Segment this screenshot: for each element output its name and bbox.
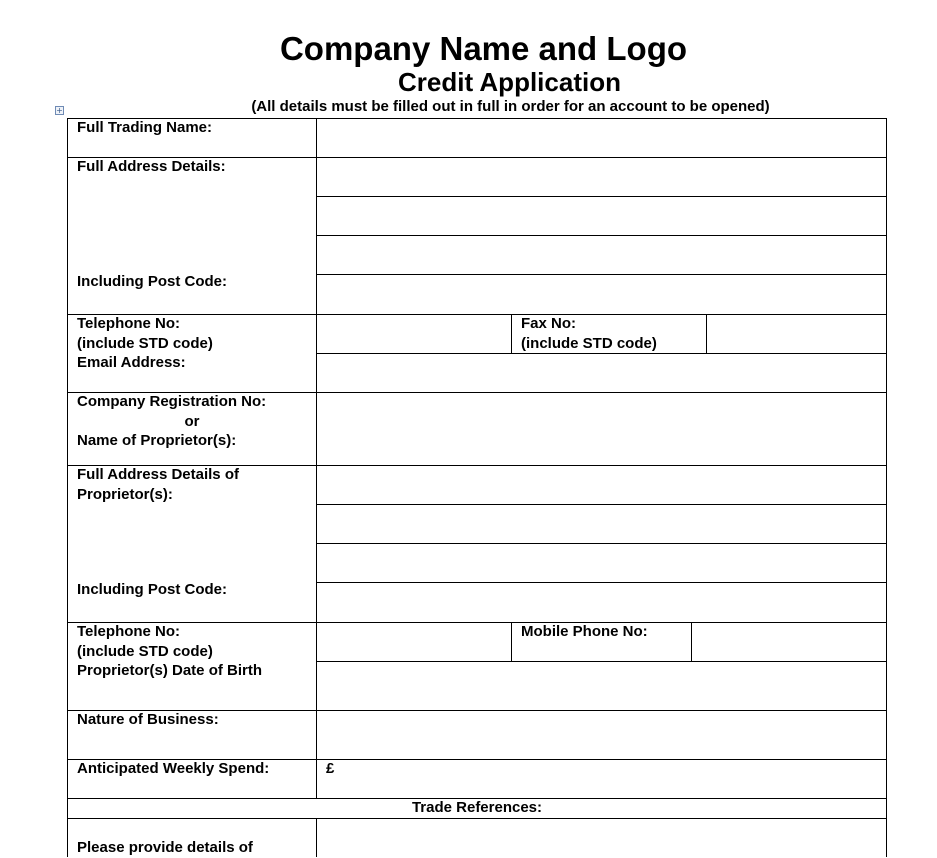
- label-column-divider: [316, 118, 317, 799]
- row-divider: [316, 196, 887, 197]
- table-move-handle-icon[interactable]: +: [56, 106, 63, 115]
- row-divider: [67, 314, 887, 315]
- registration-number-label: Company Registration No:: [77, 393, 267, 410]
- mobile-phone-label: Mobile Phone No:: [521, 623, 648, 640]
- row-divider: [316, 661, 887, 662]
- row-divider: [316, 274, 887, 275]
- trade-references-heading: Trade References:: [411, 799, 543, 816]
- fax-column-divider: [706, 314, 707, 353]
- mobile-column-divider: [691, 622, 692, 661]
- proprietor-post-code-label: Including Post Code:: [77, 581, 227, 598]
- row-divider: [316, 582, 887, 583]
- weekly-spend-label: Anticipated Weekly Spend:: [77, 760, 270, 777]
- trading-name-label: Full Trading Name:: [77, 119, 213, 136]
- credit-application-title: Credit Application: [398, 67, 621, 97]
- date-of-birth-label: Proprietor(s) Date of Birth: [77, 662, 263, 679]
- row-divider: [316, 543, 887, 544]
- table-border-left: [67, 118, 68, 857]
- company-name-heading: Company Name and Logo: [279, 30, 688, 67]
- fax-label: Fax No:: [521, 315, 577, 332]
- fax-std-label: (include STD code): [521, 335, 657, 352]
- email-label: Email Address:: [77, 354, 186, 371]
- currency-symbol: £: [326, 760, 335, 777]
- instructions-note: (All details must be filled out in full in order for an account to be opened): [251, 98, 770, 115]
- address-label: Full Address Details:: [77, 158, 226, 175]
- row-divider: [67, 818, 887, 819]
- or-label: or: [184, 413, 200, 430]
- post-code-label: Including Post Code:: [77, 273, 227, 290]
- table-border-right: [886, 118, 887, 857]
- proprietor-address-label: Full Address Details of: [77, 466, 239, 483]
- provide-details-label: Please provide details of: [77, 839, 253, 856]
- telephone-label: Telephone No:: [77, 315, 181, 332]
- proprietor-telephone-label: Telephone No:: [77, 623, 181, 640]
- proprietor-address-label-cont: Proprietor(s):: [77, 486, 173, 503]
- row-divider: [316, 235, 887, 236]
- telephone-std-label: (include STD code): [77, 335, 213, 352]
- proprietor-name-label: Name of Proprietor(s):: [77, 432, 237, 449]
- row-divider: [67, 622, 887, 623]
- mobile-column-divider: [511, 622, 512, 661]
- label-column-divider: [316, 818, 317, 857]
- row-divider: [316, 504, 887, 505]
- proprietor-telephone-std-label: (include STD code): [77, 643, 213, 660]
- fax-column-divider: [511, 314, 512, 353]
- nature-of-business-label: Nature of Business:: [77, 711, 219, 728]
